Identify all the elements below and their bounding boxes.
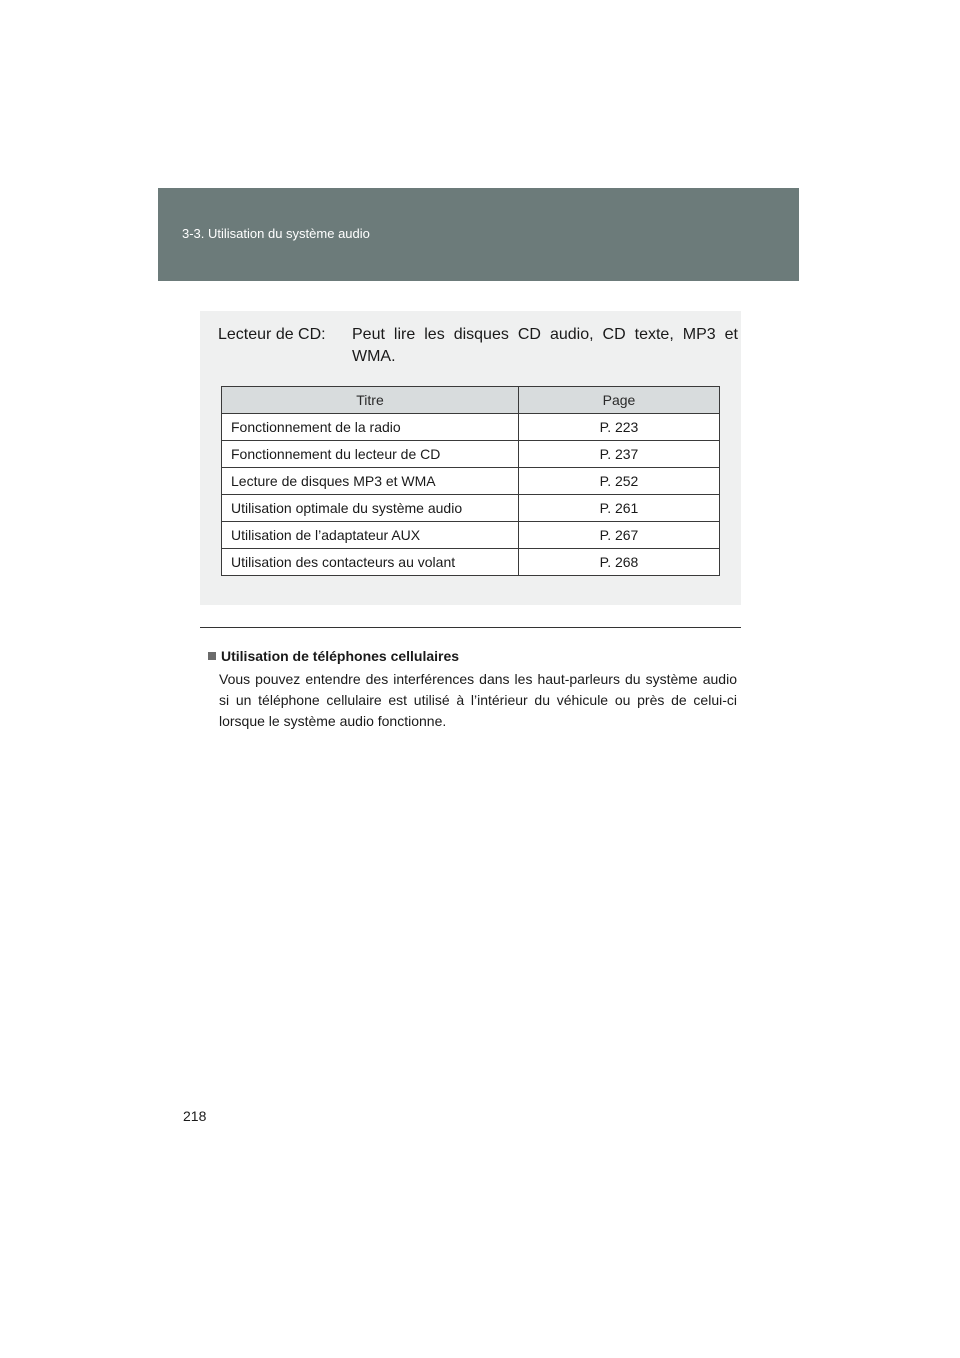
section-title: 3-3. Utilisation du système audio [182, 226, 370, 241]
table-row [222, 549, 720, 576]
row-title: Utilisation optimale du système audio [222, 495, 519, 522]
cd-player-label: Lecteur de CD: [218, 326, 326, 343]
row-page: P. 267 [519, 522, 720, 549]
column-header-page: Page [519, 387, 720, 414]
row-title: Lecture de disques MP3 et WMA [222, 468, 519, 495]
note-body: Vous pouvez entendre des interférences dans les haut-parleurs du système audio si un téléphone cellulaire est utilisé à l’intérieur du véhicule ou près de celui-ci lorsque le système audio fonctionne. [219, 671, 737, 729]
row-title: Fonctionnement de la radio [222, 414, 519, 441]
row-title: Utilisation de l’adaptateur AUX [222, 522, 519, 549]
note-heading-text: Utilisation de téléphones cellulaires [221, 648, 460, 664]
section-header-band [158, 188, 799, 281]
square-bullet-icon [208, 652, 216, 660]
column-header-title: Titre [222, 387, 519, 414]
table-row [222, 468, 720, 495]
row-page: P. 268 [519, 549, 720, 576]
note-heading [208, 648, 459, 664]
page-number: 218 [183, 1108, 207, 1124]
table-row [222, 495, 720, 522]
table-row [222, 522, 720, 549]
table-row [222, 414, 720, 441]
row-page: P. 223 [519, 414, 720, 441]
row-page: P. 252 [519, 468, 720, 495]
reference-table [221, 386, 720, 576]
info-box [200, 311, 741, 605]
row-page: P. 237 [519, 441, 720, 468]
section-divider [200, 627, 741, 628]
table-header-row [222, 387, 720, 414]
cd-player-text: Peut lire les disques CD audio, CD texte, MP3 et WMA. [352, 326, 738, 365]
row-title: Utilisation des contacteurs au volant [222, 549, 519, 576]
row-page: P. 261 [519, 495, 720, 522]
row-title: Fonctionnement du lecteur de CD [222, 441, 519, 468]
table-row [222, 441, 720, 468]
